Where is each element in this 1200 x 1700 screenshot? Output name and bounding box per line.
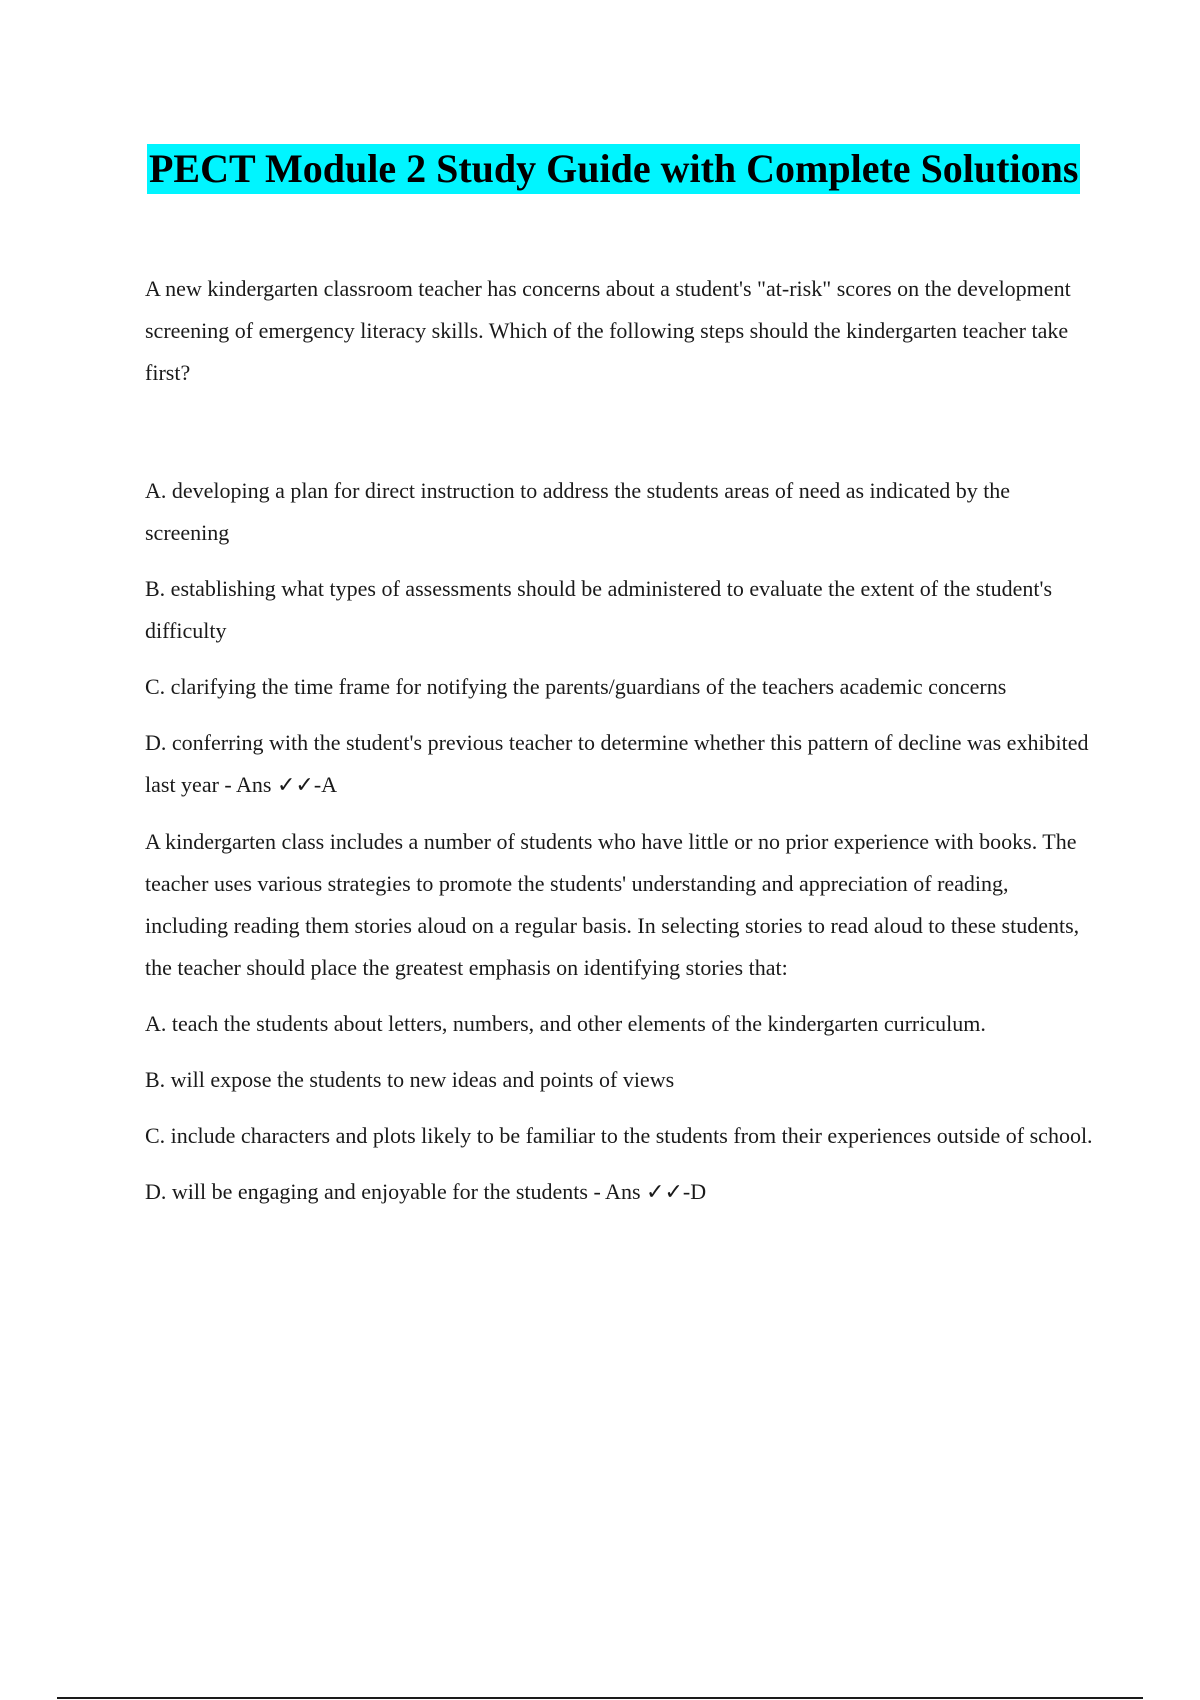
document-body xyxy=(145,268,1095,1228)
page-title: PECT Module 2 Study Guide with Complete Solutions xyxy=(147,144,1080,194)
question-2-stem: A kindergarten class includes a number of students who have little or no prior experience with books. The teacher uses various strategies to promote the students' understanding and appreciation of reading, including reading them stories aloud on a regular basis. In selecting stories to read aloud to these students, the teacher should place the greatest emphasis on identifying stories that: xyxy=(145,829,1080,980)
question-1-option-c: C. clarifying the time frame for notifying the parents/guardians of the teachers academic concerns xyxy=(145,674,1007,699)
check-mark-icon: ✓✓ xyxy=(646,1180,683,1205)
question-1-answer: -A xyxy=(313,772,338,797)
question-1-stem: A new kindergarten classroom teacher has concerns about a student's "at-risk" scores on the development screening of emergency literacy skills. Which of the following steps should the kindergarten teacher take first? xyxy=(145,276,1071,385)
footer-divider xyxy=(57,1697,1143,1699)
question-2-option-d xyxy=(145,1171,1095,1214)
question-2-option-c: C. include characters and plots likely to be familiar to the students from their experiences outside of school. xyxy=(145,1123,1093,1148)
question-2-answer: -D xyxy=(682,1179,707,1204)
question-1-option-d-text: D. conferring with the student's previous teacher to determine whether this pattern of decline was exhibited last year - Ans xyxy=(145,730,1089,797)
question-2-option-a: A. teach the students about letters, numbers, and other elements of the kindergarten curriculum. xyxy=(145,1011,986,1036)
question-1-option-a: A. developing a plan for direct instruction to address the students areas of need as indicated by the screening xyxy=(145,478,1011,545)
question-2-option-b: B. will expose the students to new ideas and points of views xyxy=(145,1067,675,1092)
question-1-option-d xyxy=(145,722,1095,807)
title-container xyxy=(147,144,1085,194)
question-2-option-d-text: D. will be engaging and enjoyable for the students - Ans xyxy=(145,1179,647,1204)
question-1-option-b: B. establishing what types of assessments should be administered to evaluate the extent of the student's difficulty xyxy=(145,576,1053,643)
check-mark-icon: ✓✓ xyxy=(276,773,314,798)
